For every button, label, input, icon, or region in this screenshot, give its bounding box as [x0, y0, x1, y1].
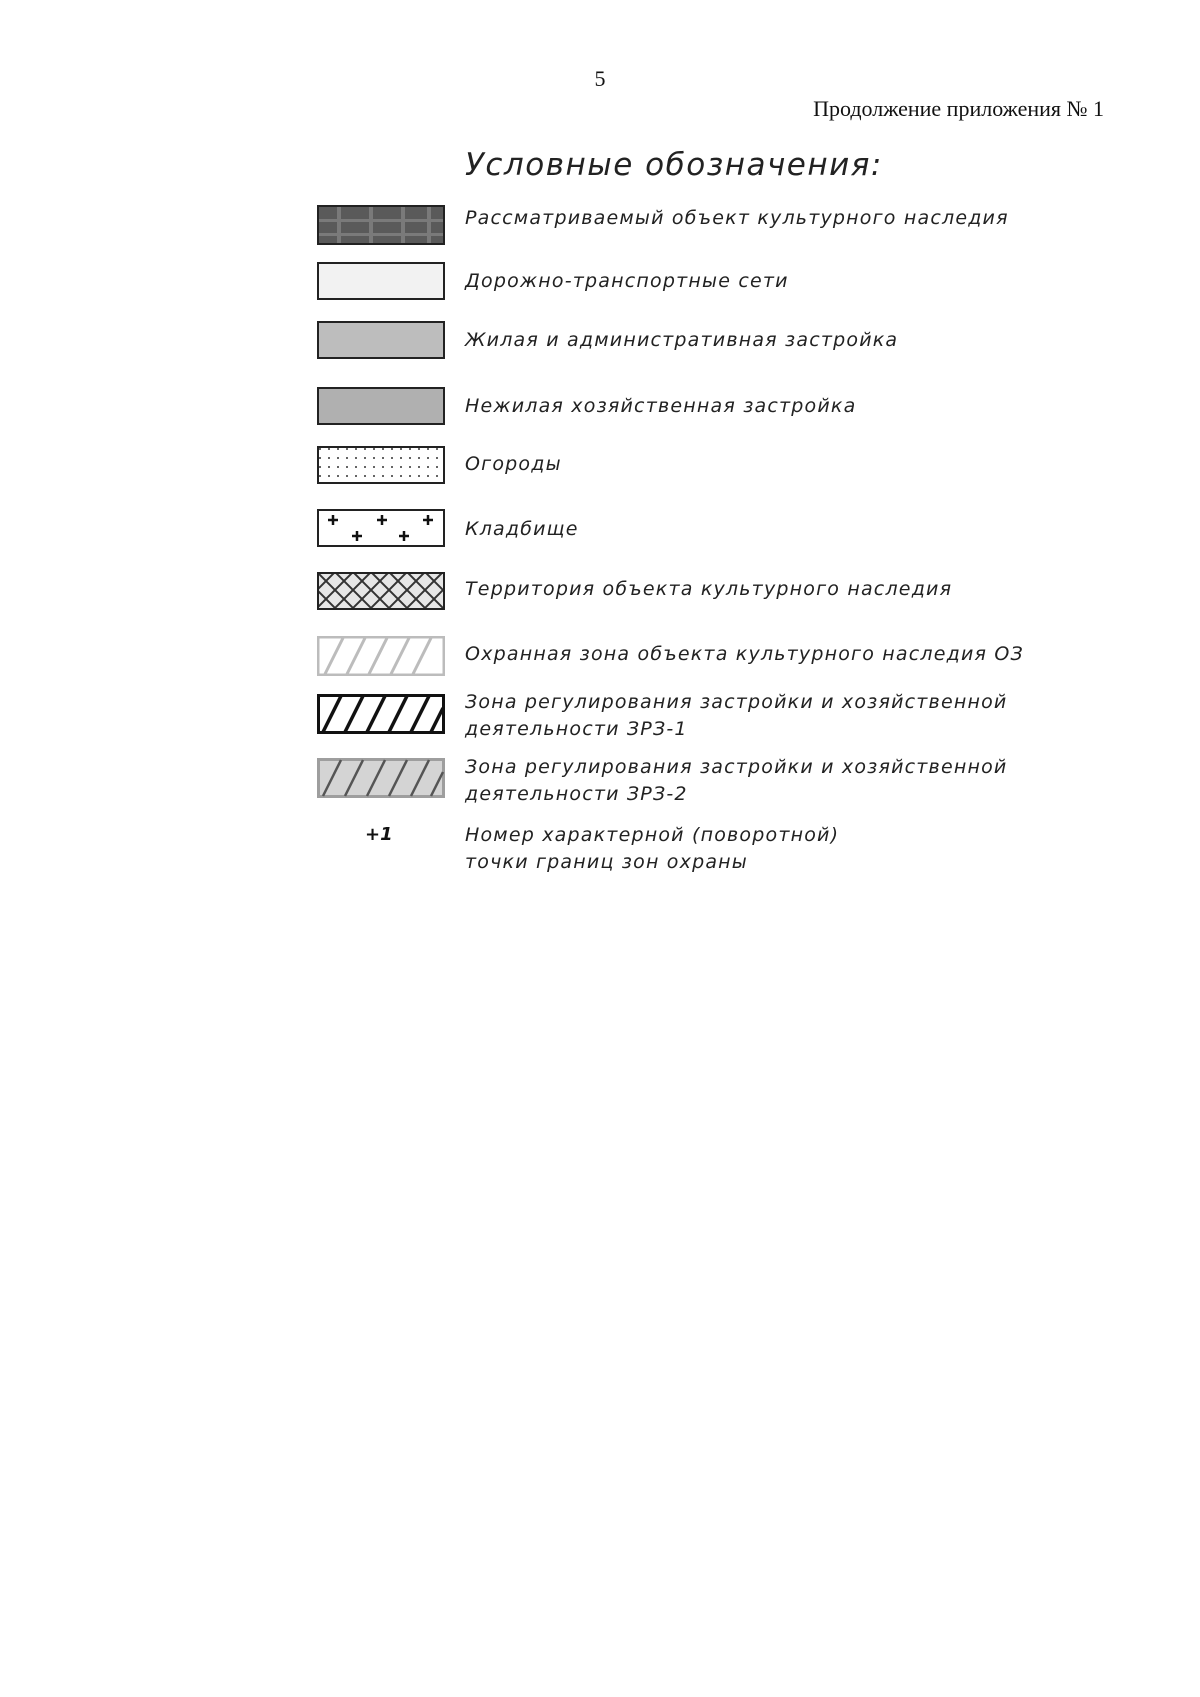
gardens-swatch	[317, 446, 445, 482]
legend-label: Номер характерной (поворотной) точки границ зон охраны	[465, 824, 840, 873]
zrz2-swatch	[317, 758, 445, 794]
residential-swatch	[317, 321, 445, 357]
non-residential-swatch	[317, 387, 445, 423]
legend-label: Жилая и административная застройка	[465, 329, 899, 351]
zrz1-swatch	[317, 694, 445, 730]
heritage-territory-swatch	[317, 572, 445, 608]
legend-label: Охранная зона объекта культурного наследия ОЗ	[465, 643, 1024, 665]
roads-swatch	[317, 262, 445, 298]
legend-label: Нежилая хозяйственная застройка	[465, 395, 857, 417]
legend-label: Территория объекта культурного наследия	[465, 578, 953, 600]
legend-label: Рассматриваемый объект культурного наследия	[465, 207, 1009, 229]
page-number: 5	[594, 66, 606, 91]
cemetery-swatch	[317, 509, 445, 545]
legend-label: Зона регулирования застройки и хозяйственной деятельности ЗРЗ-2	[465, 756, 1008, 805]
point-marker: +1	[365, 824, 393, 845]
appendix-continuation-note: Продолжение приложения № 1	[813, 96, 1104, 121]
legend-label: Зона регулирования застройки и хозяйственной деятельности ЗРЗ-1	[465, 691, 1008, 740]
protection-zone-swatch	[317, 636, 445, 672]
cultural-object-swatch	[317, 205, 445, 241]
legend-label: Кладбище	[465, 518, 579, 540]
legend-title: Условные обозначения:	[465, 147, 883, 183]
legend-label: Огороды	[465, 453, 562, 475]
legend-label: Дорожно-транспортные сети	[465, 270, 789, 292]
